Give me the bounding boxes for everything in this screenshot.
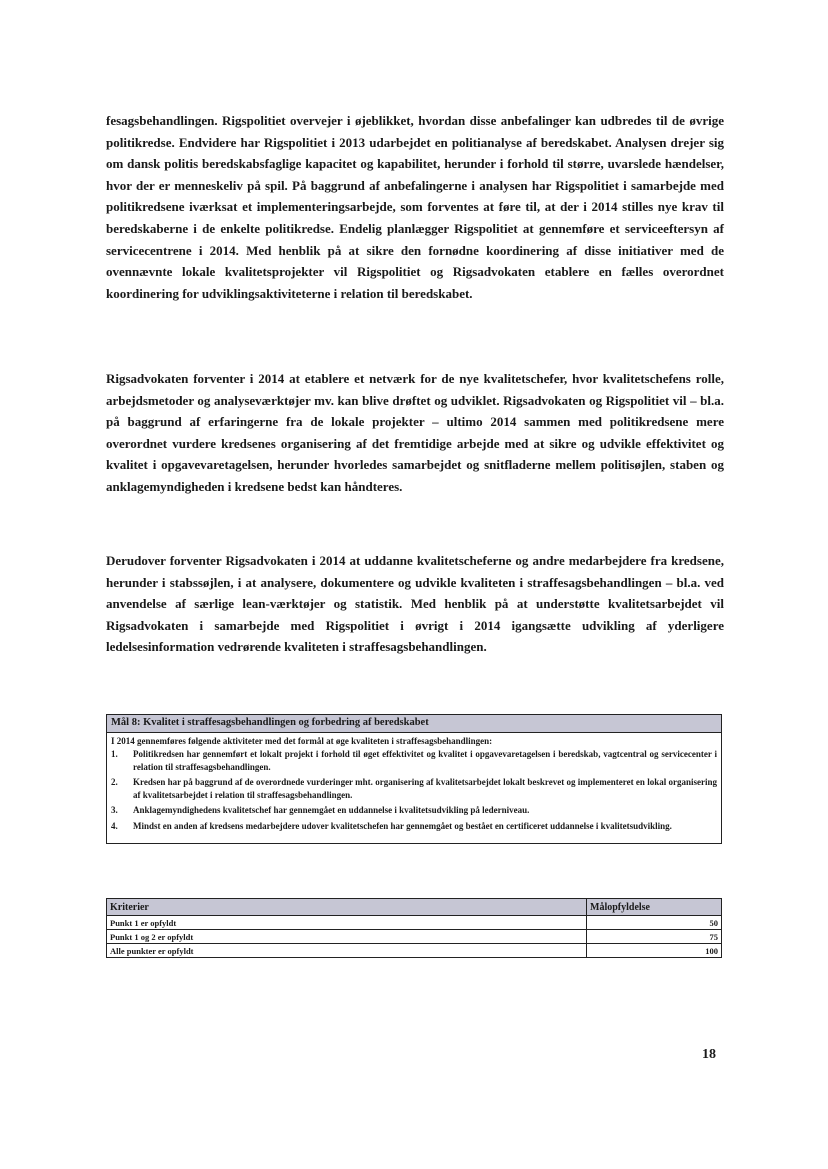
list-item-text: Mindst en anden af kredsens medarbejdere udover kvalitetschefen har gennemgået og bestået en certificeret uddannelse i kvalitetsudvikling. (133, 820, 672, 831)
body-paragraph-1: fesagsbehandlingen. Rigspolitiet overvejer i øjeblikket, hvordan disse anbefalinger kan udbredes til de øvrige politikredse. Endvidere har Rigspolitiet i 2013 udarbejdet en politianalyse af beredskabet. Analysen drejer sig om dansk politis beredskabsfaglige kapacitet og kapabilitet, herunder i forhold til større, uvarslede hændelser, hvor der er menneskeliv på spil. På baggrund af anbefalingerne i analysen har Rigspolitiet i samarbejde med politikredsene iværksat et implementeringsarbejde, som forventes at føre til, at der i 2014 stilles nye krav til beredskaberne i de enkelte politikredse. Endelig planlægger Rigspolitiet at gennemføre et serviceeftersyn af servicecentrene i 2014. Med henblik på at sikre den fornødne koordinering af disse initiativer med de ovennævnte lokale kvalitetsprojekter vil Rigspolitiet og Rigsadvokaten etablere en fælles overordnet koordinering for udviklingsaktiviteterne i relation til beredskabet. (106, 113, 724, 301)
list-item-text: Kredsen har på baggrund af de overordnede vurderinger mht. organisering af kvalitetsarbejdet lokalt beskrevet og implementeret en lokal organisering af kvalitetsarbejdet i relation til straffesagsbehandlingen. (133, 777, 717, 800)
page-number: 18 (702, 1047, 716, 1062)
list-item-number: 2. (111, 777, 118, 787)
goal-box-intro: I 2014 gennemføres følgende aktiviteter med det formål at øge kvaliteten i straffesagsbehandlingen: (111, 735, 493, 746)
criterion-cell: Punkt 1 er opfyldt (107, 916, 587, 930)
goal-box-title: Mål 8: Kvalitet i straffesagsbehandlingen og forbedring af beredskabet (107, 715, 721, 733)
table-row (107, 930, 722, 944)
list-item-number: 1. (111, 749, 118, 759)
fulfilment-value-cell: 100 (587, 944, 722, 958)
list-item (111, 804, 717, 817)
criteria-table (106, 898, 722, 958)
table-header-row (107, 899, 722, 916)
criterion-cell: Alle punkter er opfyldt (107, 944, 587, 958)
fulfilment-value-cell: 75 (587, 930, 722, 944)
list-item-number: 3. (111, 805, 118, 815)
criterion-cell: Punkt 1 og 2 er opfyldt (107, 930, 587, 944)
list-item (111, 748, 717, 773)
list-item-text: Anklagemyndighedens kvalitetschef har gennemgået en uddannelse i kvalitetsudvikling på lederniveau. (133, 805, 530, 815)
table-row (107, 916, 722, 930)
list-item-text: Politikredsen har gennemført et lokalt projekt i forhold til øget effektivitet og kvalitet i opgavevaretagelsen i beredskab, vagtcentral og servicecenter i relation til straffesagsbehandlingen. (133, 749, 717, 772)
goal-box (106, 714, 722, 844)
list-item-number: 4. (111, 820, 118, 831)
criteria-column-header: Kriterier (107, 899, 587, 916)
list-item (111, 776, 717, 801)
fulfilment-value-cell: 50 (587, 916, 722, 930)
list-item (111, 820, 717, 833)
goal-activity-list (107, 748, 721, 843)
table-row (107, 944, 722, 958)
body-paragraph-3: Derudover forventer Rigsadvokaten i 2014 at uddanne kvalitetscheferne og andre medarbejdere fra kredsene, herunder i stabssøjlen, i at analysere, dokumentere og udvikle kvaliteten i straffesagsbehandlingen – bl.a. ved anvendelse af særlige lean-værktøjer og statistik. Med henblik på at understøtte kvalitetsarbejdet vil Rigsadvokaten i samarbejde med Rigspolitiet i øvrigt i 2014 igangsætte udvikling af yderligere ledelsesinformation vedrørende kvaliteten i straffesagsbehandlingen. (106, 553, 724, 655)
fulfilment-column-header: Målopfyldelse (587, 899, 722, 916)
body-paragraph-2: Rigsadvokaten forventer i 2014 at etablere et netværk for de nye kvalitetschefer, hvor kvalitetschefens rolle, arbejdsmetoder og analyseværktøjer mv. kan blive drøftet og udviklet. Rigsadvokaten og Rigspolitiet vil – bl.a. på baggrund af erfaringerne fra de lokale projekter – ultimo 2014 sammen med politikredsene mere overordnet vurdere kredsenes organisering af det fremtidige arbejde med at sikre og udvikle effektivitet og kvalitet i opgavevaretagelsen, herunder hvorledes samarbejdet og snitfladerne mellem politisøjlen, staben og anklagemyndigheden i kredsene bedst kan håndteres. (106, 371, 724, 494)
